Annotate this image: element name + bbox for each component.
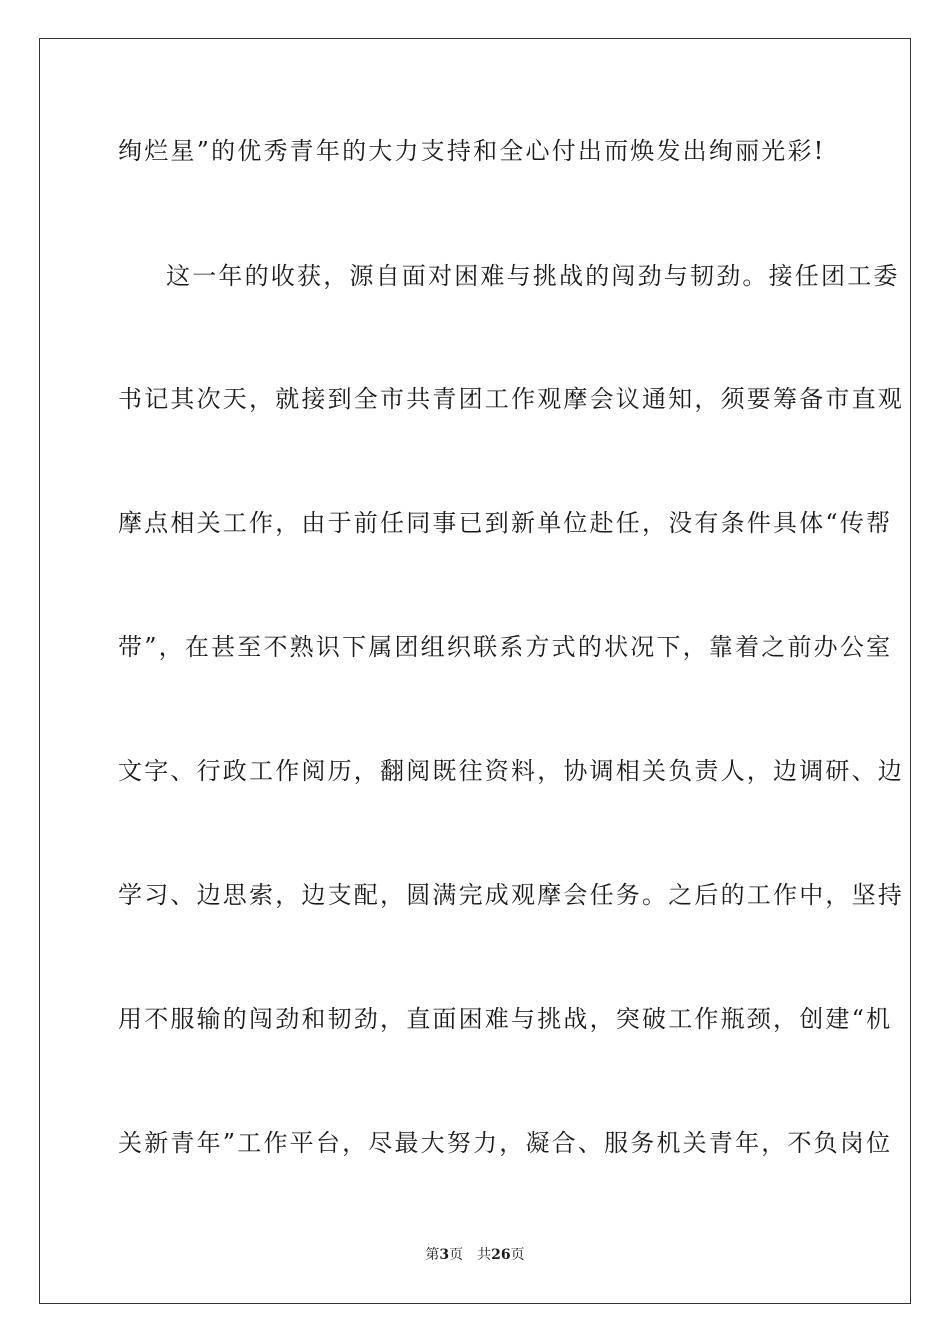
page-number-prefix: 第 (425, 1247, 440, 1263)
total-pages-suffix: 页 (510, 1247, 525, 1263)
body-line-9: 关新青年”工作平台，尽最大努力，凝合、服务机关青年，不负岗位 (118, 1129, 893, 1157)
page-number-current: 3 (439, 1247, 450, 1263)
body-line-6: 文字、行政工作阅历，翻阅既往资料，协调相关负责人，边调研、边 (118, 757, 904, 785)
body-line-4: 摩点相关工作，由于前任同事已到新单位赴任，没有条件具体“传帮 (118, 509, 893, 537)
total-pages-prefix: 共 (477, 1247, 492, 1263)
page-footer (0, 1246, 950, 1264)
page-number-suffix: 页 (449, 1247, 464, 1263)
body-line-8: 用不服输的闯劲和韧劲，直面困难与挑战，突破工作瓶颈，创建“机 (118, 1005, 893, 1033)
body-line-7: 学习、边思索，边支配，圆满完成观摩会任务。之后的工作中，坚持 (118, 881, 904, 909)
body-line-3: 书记其次天，就接到全市共青团工作观摩会议通知，须要筹备市直观 (118, 385, 904, 413)
body-line-1: 绚烂星”的优秀青年的大力支持和全心付出而焕发出绚丽光彩! (118, 137, 826, 165)
page-border (39, 38, 911, 1304)
body-line-5: 带”，在甚至不熟识下属团组织联系方式的状况下，靠着之前办公室 (118, 633, 893, 661)
total-pages-count: 26 (491, 1247, 511, 1263)
body-line-2: 这一年的收获，源自面对困难与挑战的闯劲与韧劲。接任团工委 (166, 262, 900, 290)
